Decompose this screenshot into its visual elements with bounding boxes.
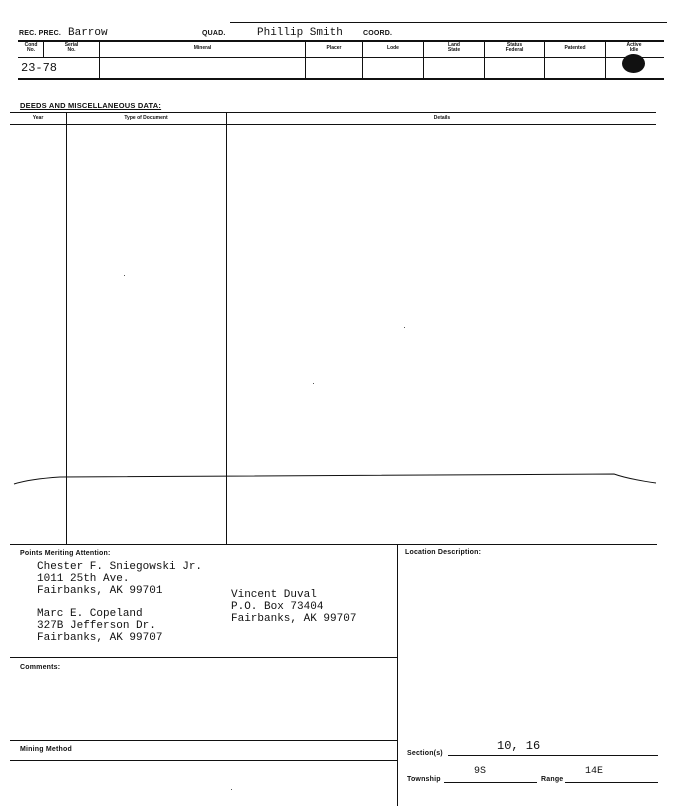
township-field (444, 768, 537, 783)
contact-1-city: Fairbanks, AK 99701 (37, 585, 163, 597)
range-label: Range (541, 776, 564, 783)
scan-speck (313, 383, 314, 384)
mining-method-label: Mining Method (20, 746, 72, 753)
contact-1 (37, 561, 202, 597)
contact-1-street: 1011 25th Ave. (37, 573, 130, 585)
points-top-rule (10, 544, 657, 545)
contact-2-city: Fairbanks, AK 99707 (37, 632, 163, 644)
quad-value: Phillip Smith (257, 27, 343, 39)
col-status-federal: Status Federal (505, 42, 524, 53)
contact-3-city: Fairbanks, AK 99707 (231, 613, 357, 625)
points-label: Points Meriting Attention: (20, 550, 111, 557)
range-field (565, 768, 658, 783)
claim-col-divider (43, 40, 44, 57)
header-rule (18, 40, 664, 42)
mining-top-rule (10, 740, 397, 741)
scan-speck (404, 327, 405, 328)
col-mineral: Mineral (193, 45, 212, 51)
scan-speck (124, 275, 125, 276)
col-year: Year (32, 115, 44, 121)
claim-col-divider (484, 40, 485, 79)
bottom-vertical-divider (397, 544, 398, 806)
location-description-label: Location Description: (405, 549, 482, 556)
section-field (448, 741, 658, 756)
deeds-top-rule (10, 112, 656, 113)
rec-prec-value: Barrow (68, 27, 108, 39)
active-bubble-mark (622, 54, 645, 73)
claim-col-divider (605, 40, 606, 79)
comments-label: Comments: (20, 664, 61, 671)
cut-line (0, 465, 678, 495)
contact-2-name: Marc E. Copeland (37, 608, 143, 620)
comments-top-rule (10, 657, 397, 658)
section-value: 10, 16 (497, 739, 541, 753)
mining-bottom-rule (10, 760, 397, 761)
claim-col-divider (423, 40, 424, 79)
claim-col-divider (362, 40, 363, 79)
contact-3-name: Vincent Duval (231, 589, 317, 601)
col-patented: Patented (564, 45, 586, 51)
contact-3-street: P.O. Box 73404 (231, 601, 324, 613)
range-value: 14E (585, 766, 604, 777)
claim-col-divider (305, 40, 306, 79)
header-sub-rule (18, 57, 664, 58)
claim-col-divider (544, 40, 545, 79)
contact-3 (231, 589, 356, 625)
col-active-idle: Active Idle (626, 42, 642, 53)
col-serial-no: Serial No. (64, 42, 79, 53)
coord-label: COORD. (363, 30, 393, 37)
deeds-header-rule (10, 124, 656, 125)
scan-speck (231, 789, 232, 790)
col-lode: Lode (387, 45, 399, 51)
col-placer: Placer (326, 45, 342, 51)
contact-2 (37, 608, 162, 644)
contact-1-name: Chester F. Sniegowski Jr. (37, 561, 203, 573)
cond-no-value: 23-78 (21, 61, 58, 75)
section-label: Section(s) (407, 750, 443, 757)
header-bottom-rule (18, 78, 664, 80)
rec-prec-label: REC. PREC. (19, 30, 62, 37)
col-cond-no: Cond No. (24, 42, 38, 53)
quad-label: QUAD. (202, 30, 226, 37)
deeds-title: DEEDS AND MISCELLANEOUS DATA: (20, 101, 162, 110)
header-top-rule (230, 22, 667, 23)
contact-2-street: 327B Jefferson Dr. (37, 620, 156, 632)
claim-col-divider (99, 40, 100, 79)
col-type-of-document: Type of Document (124, 115, 168, 121)
col-land-state: Land State (447, 42, 461, 53)
township-value: 9S (474, 766, 487, 777)
township-label: Township (407, 776, 441, 783)
col-details: Details (433, 115, 451, 121)
